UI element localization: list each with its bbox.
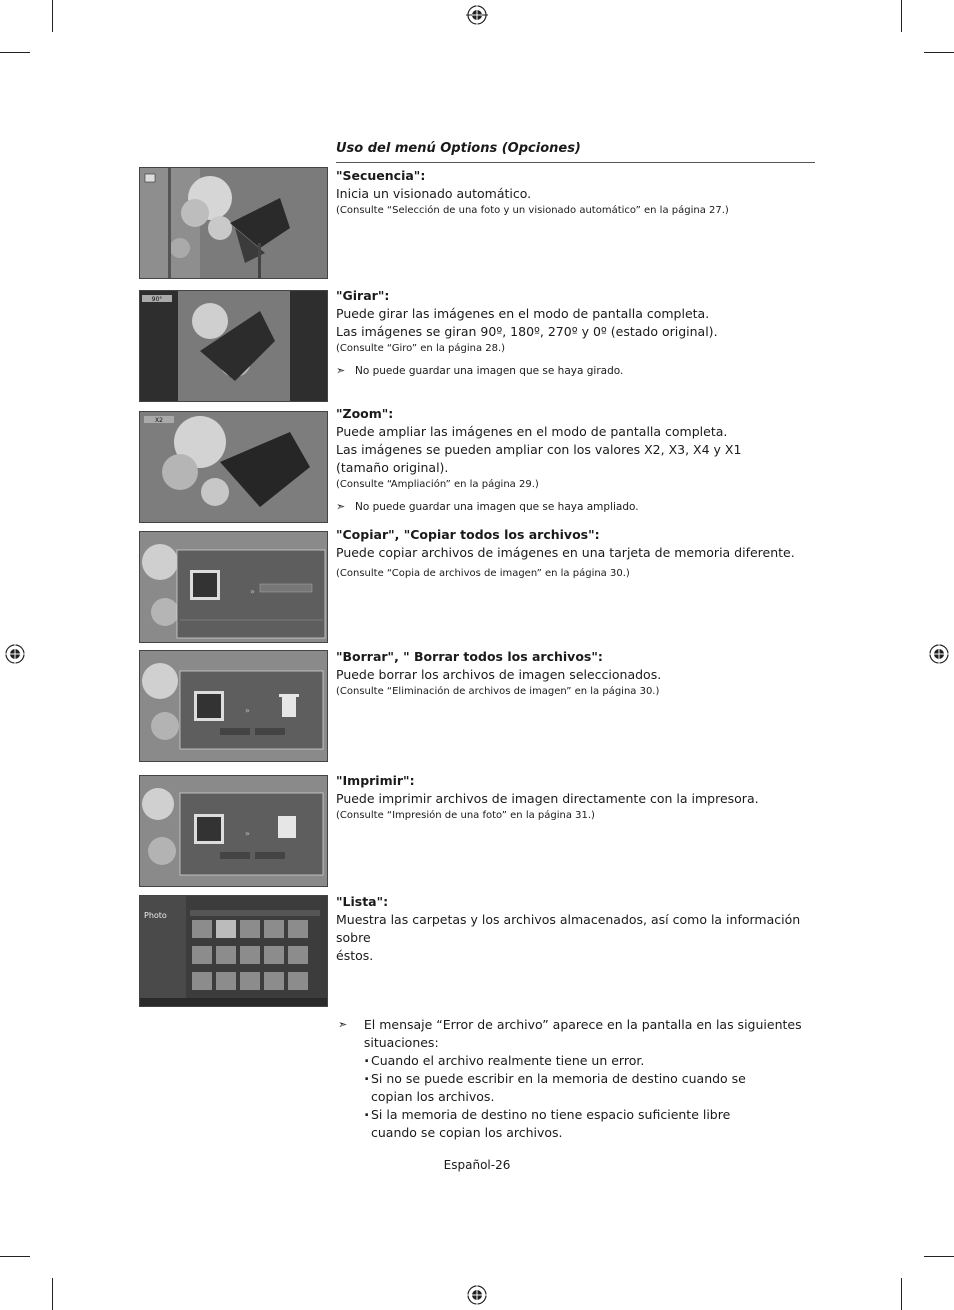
entry-note-text: No puede guardar una imagen que se haya girado. [355,365,624,377]
entry-line: Puede ampliar las imágenes en el modo de pantalla completa. [336,424,728,439]
entry-note-text: No puede guardar una imagen que se haya ampliado. [355,501,639,513]
screenshot-zoom [139,411,328,523]
entry-title: "Borrar", " Borrar todos los archivos": [336,649,603,664]
section-heading: Uso del menú Options (Opciones) [336,141,581,156]
entry-girar [336,287,816,379]
entry-line: Puede imprimir archivos de imagen directamente con la impresora. [336,791,759,806]
list-item: . Cuando el archivo realmente tiene un error. [364,1052,818,1070]
crop-mark [0,1256,30,1257]
crop-mark [52,0,53,32]
registration-mark-icon [466,4,488,26]
entry-reference: (Consulte “Ampliación” en la página 29.) [336,479,539,490]
entry-line: Puede copiar archivos de imágenes en una tarjeta de memoria diferente. [336,545,795,560]
entry-line: Inicia un visionado automático. [336,186,532,201]
entry-note [336,499,816,515]
list-item: . Si no se puede escribir en la memoria de destino cuando se copian los archivos. [364,1070,751,1106]
entry-title: "Lista": [336,894,389,909]
entry-zoom [336,405,816,515]
arrow-icon: ➣ [336,364,346,377]
entry-reference: (Consulte “Giro” en la página 28.) [336,343,506,354]
entry-secuencia [336,167,816,219]
entry-line: Puede borrar los archivos de imagen seleccionados. [336,667,662,682]
entry-line: éstos. [336,948,374,963]
screenshot-girar [139,290,328,402]
entry-note [336,363,816,379]
registration-mark-icon [4,643,26,665]
entry-line: Las imágenes se giran 90º, 180º, 270º y 0º (estado original). [336,324,718,339]
entry-line: Puede girar las imágenes en el modo de pantalla completa. [336,306,710,321]
notes-lead-text: El mensaje “Error de archivo” aparece en la pantalla en las siguientes situaciones: [363,1017,802,1050]
entry-title: "Zoom": [336,406,394,421]
page-number: Español-26 [443,1158,511,1172]
girar-badge: 90° [151,296,163,303]
screenshot-imprimir [139,775,328,887]
error-notes [338,1016,818,1142]
entry-lista [336,893,816,965]
entry-borrar [336,648,816,700]
entry-line: Muestra las carpetas y los archivos almacenados, así como la información sobre [336,912,801,945]
list-item: . Si la memoria de destino no tiene espacio suficiente libre cuando se copian los archivos. [364,1106,751,1142]
svg-text:»: » [250,587,255,596]
lista-title: Photo [144,911,167,920]
entry-title: "Girar": [336,288,390,303]
notes-list [338,1052,818,1142]
crop-mark [901,0,902,32]
screenshot-copiar [139,531,328,643]
entry-line: Las imágenes se pueden ampliar con los valores X2, X3, X4 y X1 [336,442,742,457]
crop-mark [924,1256,954,1257]
crop-mark [901,1278,902,1310]
crop-mark [924,52,954,53]
entry-imprimir [336,772,816,824]
screenshot-borrar [139,650,328,762]
svg-text:»: » [245,829,250,838]
entry-copiar [336,526,816,582]
entry-line: (tamaño original). [336,460,449,475]
registration-mark-icon [928,643,950,665]
screenshot-secuencia [139,167,328,279]
entry-title: "Imprimir": [336,773,415,788]
crop-mark [0,52,30,53]
arrow-icon: ➣ [336,500,346,513]
entry-reference: (Consulte “Copia de archivos de imagen” en la página 30.) [336,568,630,579]
zoom-badge: X2 [155,417,163,424]
arrow-icon: ➣ [338,1018,348,1031]
notes-lead [338,1016,818,1052]
crop-mark [52,1278,53,1310]
entry-title: "Copiar", "Copiar todos los archivos": [336,527,600,542]
registration-mark-icon [466,1284,488,1306]
entry-reference: (Consulte “Impresión de una foto” en la página 31.) [336,810,595,821]
entry-reference: (Consulte “Selección de una foto y un visionado automático” en la página 27.) [336,205,729,216]
heading-divider [336,162,815,163]
entry-reference: (Consulte “Eliminación de archivos de imagen” en la página 30.) [336,686,660,697]
entry-title: "Secuencia": [336,168,426,183]
svg-text:»: » [245,706,250,715]
screenshot-lista [139,895,328,1007]
